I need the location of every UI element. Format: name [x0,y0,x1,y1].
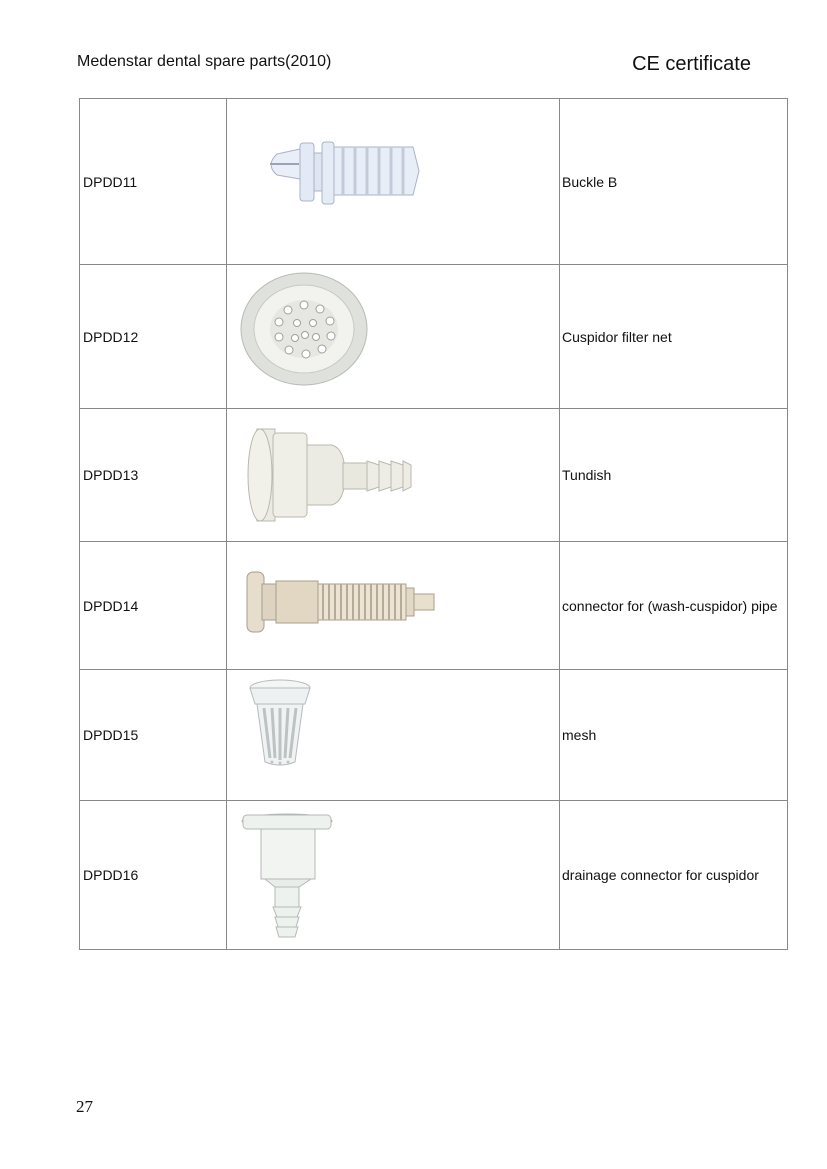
part-code: DPDD16 [80,801,227,950]
pipe-connector-image [227,542,559,670]
table-row [80,801,788,950]
parts-table [79,98,788,950]
part-description: Cuspidor filter net [560,265,788,409]
part-code: DPDD13 [80,409,227,542]
table-row [80,265,788,409]
part-description: Buckle B [560,99,788,265]
tundish-image [227,409,559,542]
part-description: connector for (wash-cuspidor) pipe [560,542,788,670]
part-code: DPDD11 [80,99,227,265]
certificate-label: CE certificate [632,53,751,75]
part-code: DPDD12 [80,265,227,409]
cuspidor-filter-net-image [227,265,559,409]
part-description: mesh [560,670,788,801]
buckle-b-image [227,99,559,265]
drainage-connector-image [227,801,559,950]
table-row [80,409,788,542]
part-code: DPDD14 [80,542,227,670]
document-title: Medenstar dental spare parts(2010) [77,53,332,70]
table-row [80,542,788,670]
part-image-cell [227,265,560,409]
part-image-cell [227,409,560,542]
mesh-image [227,670,559,801]
table-row [80,670,788,801]
part-code: DPDD15 [80,670,227,801]
part-description: drainage connector for cuspidor [560,801,788,950]
part-image-cell [227,542,560,670]
part-image-cell [227,99,560,265]
part-description: Tundish [560,409,788,542]
page-number: 27 [76,1097,93,1116]
part-image-cell [227,801,560,950]
part-image-cell [227,670,560,801]
table-row [80,99,788,265]
